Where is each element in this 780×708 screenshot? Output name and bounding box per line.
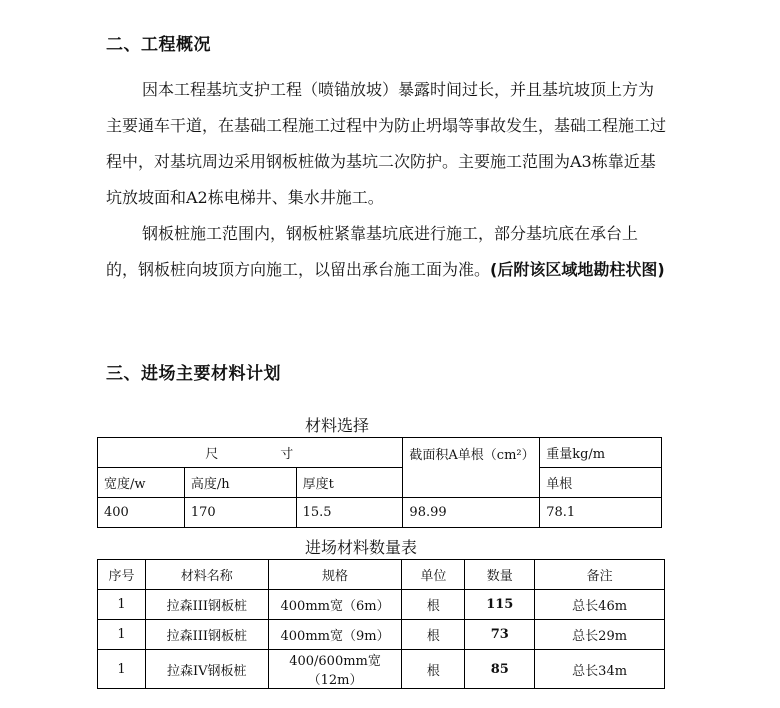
cell-quantity: 115 [465, 590, 535, 620]
cell-thickness: 15.5 [296, 498, 403, 528]
header-material-name: 材料名称 [145, 560, 268, 590]
subheader-width: 宽度/w [98, 468, 185, 498]
table-row [98, 650, 665, 689]
cell-material-name: 拉森III钢板桩 [145, 620, 268, 650]
cell-material-name: 拉森IV钢板桩 [145, 650, 268, 689]
section-heading-project-overview: 二、工程概况 [106, 35, 211, 55]
header-size: 尺 寸 [98, 438, 403, 468]
paragraph-overview [106, 72, 666, 216]
cell-quantity: 73 [465, 620, 535, 650]
subheader-height: 高度/h [184, 468, 296, 498]
table-row [98, 590, 665, 620]
header-unit: 单位 [402, 560, 465, 590]
header-seq: 序号 [98, 560, 146, 590]
cell-material-name: 拉森III钢板桩 [145, 590, 268, 620]
cell-seq: 1 [98, 590, 146, 620]
cell-weight: 78.1 [540, 498, 662, 528]
table-row [98, 620, 665, 650]
cell-area: 98.99 [403, 498, 540, 528]
cell-remark: 总长29m [535, 620, 665, 650]
cell-height: 170 [184, 498, 296, 528]
cell-seq: 1 [98, 650, 146, 689]
cell-spec: 400/600mm宽（12m） [268, 650, 402, 689]
appendix-note: (后附该区域地勘柱状图) [490, 260, 665, 279]
table-subheader-row [98, 468, 662, 498]
cell-unit: 根 [402, 650, 465, 689]
header-section-area: 截面积A单根（cm²） [403, 438, 540, 498]
cell-spec: 400mm宽（6m） [268, 590, 402, 620]
header-quantity: 数量 [465, 560, 535, 590]
cell-width: 400 [98, 498, 185, 528]
table-row [98, 498, 662, 528]
material-quantity-table [97, 559, 665, 689]
paragraph-sheet-pile-scope [106, 216, 666, 288]
cell-spec: 400mm宽（9m） [268, 620, 402, 650]
table-caption-material-selection: 材料选择 [305, 416, 370, 435]
section-heading-material-plan: 三、进场主要材料计划 [106, 364, 281, 384]
header-remark: 备注 [535, 560, 665, 590]
table-header-row [98, 560, 665, 590]
cell-quantity: 85 [465, 650, 535, 689]
header-spec: 规格 [268, 560, 402, 590]
material-selection-table [97, 437, 662, 528]
paragraph-sheet-pile-text: 钢板桩施工范围内，钢板桩紧靠基坑底进行施工，部分基坑底在承台上的，钢板桩向坡顶方向施工，以留出承台施工面为准。 [106, 224, 639, 279]
cell-unit: 根 [402, 590, 465, 620]
cell-unit: 根 [402, 620, 465, 650]
subheader-thickness: 厚度t [296, 468, 403, 498]
cell-remark: 总长34m [535, 650, 665, 689]
header-weight: 重量kg/m [540, 438, 662, 468]
paragraph-overview-text: 因本工程基坑支护工程（喷锚放坡）暴露时间过长，并且基坑坡顶上方为主要通车干道，在基础工程施工过程中为防止坍塌等事故发生，基础工程施工过程中，对基坑周边采用钢板桩做为基坑二次防护。主要施工范围为A3栋靠近基坑放坡面和A2栋电梯井、集水井施工。 [106, 80, 667, 207]
cell-seq: 1 [98, 620, 146, 650]
cell-remark: 总长46m [535, 590, 665, 620]
subheader-single: 单根 [540, 468, 662, 498]
table-header-row [98, 438, 662, 468]
table-caption-material-quantity: 进场材料数量表 [305, 538, 418, 557]
